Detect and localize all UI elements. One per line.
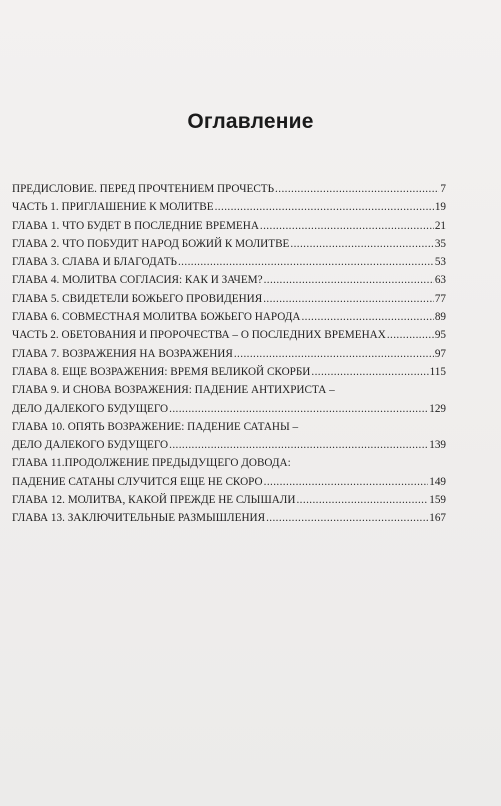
toc-entry-label: ГЛАВА 2. ЧТО ПОБУДИТ НАРОД БОЖИЙ К МОЛИТВЕ (12, 237, 290, 250)
toc-entry-page: 149 (429, 475, 446, 488)
toc-entry-label: ГЛАВА 6. СОВМЕСТНАЯ МОЛИТВА БОЖЬЕГО НАРОДА (12, 311, 301, 324)
toc-entry-page: 7 (440, 183, 446, 195)
toc-leader-dots (178, 253, 434, 271)
toc-entry-page: 19 (434, 201, 446, 214)
toc-entry-label: ПРЕДИСЛОВИЕ. ПЕРЕД ПРОЧТЕНИЕМ ПРОЧЕСТЬ (12, 183, 275, 195)
toc-entry-page: 89 (434, 311, 446, 324)
toc-leader-dots (296, 491, 428, 509)
toc-entry (12, 400, 446, 418)
toc-entry-page: 115 (429, 365, 446, 378)
toc-entry (12, 436, 446, 454)
toc-leader-dots (263, 290, 434, 308)
toc-leader-dots (301, 308, 433, 326)
toc-entry (12, 326, 446, 344)
toc-leader-dots (260, 217, 434, 235)
toc-leader-dots (234, 345, 434, 363)
toc-entry-label: ГЛАВА 13. ЗАКЛЮЧИТЕЛЬНЫЕ РАЗМЫШЛЕНИЯ (12, 512, 266, 525)
toc-entry-label: ГЛАВА 5. СВИДЕТЕЛИ БОЖЬЕГО ПРОВИДЕНИЯ (12, 292, 263, 305)
toc-entry (12, 509, 446, 527)
toc-entry-page: 159 (429, 494, 446, 507)
toc-entry-page: 139 (429, 439, 446, 452)
toc-leader-dots (266, 509, 428, 527)
toc-leader-dots (311, 363, 428, 381)
toc-entry-page: 97 (434, 347, 446, 360)
toc-leader-dots (169, 400, 428, 418)
toc-entry (12, 308, 446, 326)
toc-entry (12, 235, 446, 253)
toc-entry (12, 473, 446, 491)
toc-entry-label: ГЛАВА 9. И СНОВА ВОЗРАЖЕНИЯ: ПАДЕНИЕ АНТИХРИСТА – (12, 384, 335, 397)
toc-entry (12, 454, 446, 472)
toc-entry (12, 290, 446, 308)
toc-leader-dots (169, 436, 428, 454)
toc-leader-dots (275, 180, 439, 198)
toc-entry (12, 253, 446, 271)
page-title: Оглавление (187, 110, 314, 133)
toc-entry-label: ГЛАВА 8. ЕЩЕ ВОЗРАЖЕНИЯ: ВРЕМЯ ВЕЛИКОЙ СКОРБИ (12, 365, 311, 378)
toc-entry-page: 129 (429, 402, 446, 415)
toc-entry (12, 180, 446, 198)
toc-entry (12, 217, 446, 235)
toc-entry (12, 198, 446, 216)
toc-entry-label: ГЛАВА 12. МОЛИТВА, КАКОЙ ПРЕЖДЕ НЕ СЛЫШАЛИ (12, 494, 296, 507)
toc-entry (12, 363, 446, 381)
toc-entry-page: 53 (434, 256, 446, 269)
toc-leader-dots (387, 326, 434, 344)
toc-entry-label: ЧАСТЬ 2. ОБЕТОВАНИЯ И ПРОРОЧЕСТВА – О ПОСЛЕДНИХ ВРЕМЕНАХ (12, 329, 386, 342)
toc-entry-page: 35 (434, 237, 446, 250)
toc-entry-page: 77 (434, 292, 446, 305)
toc-entry (12, 418, 446, 436)
toc-entry-label: ГЛАВА 10. ОПЯТЬ ВОЗРАЖЕНИЕ: ПАДЕНИЕ САТАНЫ – (12, 420, 299, 433)
toc-entry (12, 491, 446, 509)
toc-entry-label: ГЛАВА 3. СЛАВА И БЛАГОДАТЬ (12, 256, 177, 269)
toc-entry-label: ГЛАВА 11.ПРОДОЛЖЕНИЕ ПРЕДЫДУЩЕГО ДОВОДА: (12, 457, 291, 470)
toc-leader-dots (264, 271, 434, 289)
toc-entry-page: 95 (434, 329, 446, 342)
toc-entry-page: 167 (429, 512, 446, 525)
toc-entry-label: ПАДЕНИЕ САТАНЫ СЛУЧИТСЯ ЕЩЕ НЕ СКОРО (12, 475, 263, 488)
toc-entry (12, 381, 446, 399)
toc-entry (12, 271, 446, 289)
toc-entry-label: ДЕЛО ДАЛЕКОГО БУДУЩЕГО (12, 439, 169, 452)
toc-entry-label: ЧАСТЬ 1. ПРИГЛАШЕНИЕ К МОЛИТВЕ (12, 201, 214, 214)
toc-leader-dots (264, 473, 429, 491)
toc-entry-label: ДЕЛО ДАЛЕКОГО БУДУЩЕГО (12, 402, 169, 415)
toc-entry (12, 345, 446, 363)
table-of-contents (12, 180, 446, 528)
toc-leader-dots (215, 198, 434, 216)
toc-entry-label: ГЛАВА 4. МОЛИТВА СОГЛАСИЯ: КАК И ЗАЧЕМ? (12, 274, 263, 287)
toc-leader-dots (290, 235, 433, 253)
toc-entry-page: 21 (434, 219, 446, 232)
toc-entry-page: 63 (434, 274, 446, 287)
toc-entry-label: ГЛАВА 7. ВОЗРАЖЕНИЯ НА ВОЗРАЖЕНИЯ (12, 347, 233, 360)
toc-entry-label: ГЛАВА 1. ЧТО БУДЕТ В ПОСЛЕДНИЕ ВРЕМЕНА (12, 219, 259, 232)
